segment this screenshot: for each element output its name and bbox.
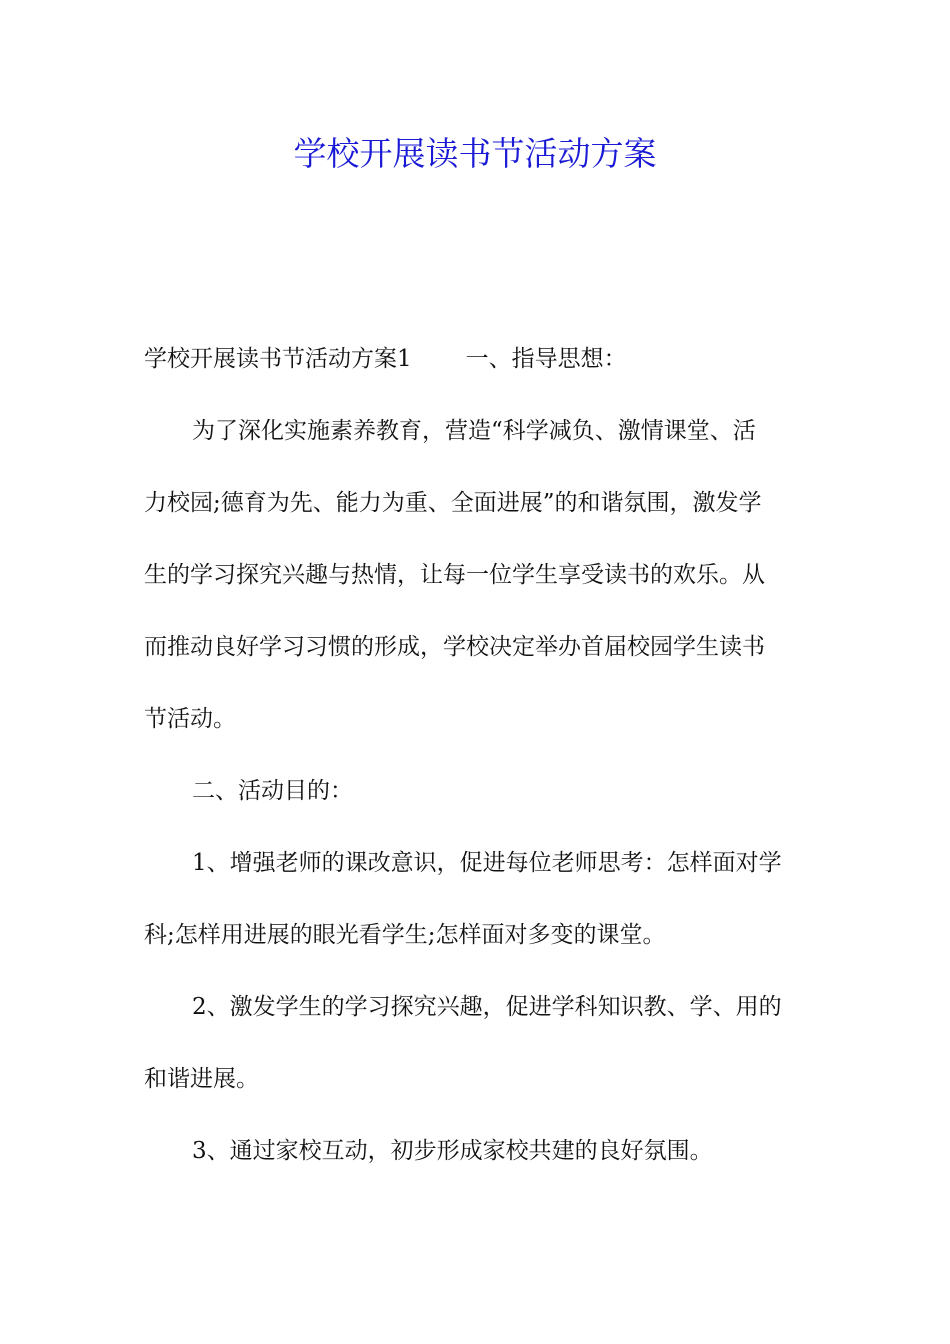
paragraph-line: 而推动良好学习习惯的形成，学校决定举办首届校园学生读书	[144, 634, 765, 660]
list-item-1: 1、增强老师的课改意识，促进每位老师思考：怎样面对学	[192, 850, 782, 876]
document-title: 学校开展读书节活动方案	[293, 134, 657, 173]
paragraph-line: 力校园;德育为先、能力为重、全面进展”的和谐氛围，激发学	[144, 490, 762, 516]
list-item-1-continued: 科;怎样用进展的眼光看学生;怎样面对多变的课堂。	[144, 922, 666, 948]
paragraph-line: 生的学习探究兴趣与热情，让每一位学生享受读书的欢乐。从	[144, 562, 765, 588]
section-two-heading: 二、活动目的：	[192, 778, 353, 804]
list-item-2-continued: 和谐进展。	[144, 1066, 259, 1092]
section-heading-line	[144, 323, 808, 395]
list-item-3: 3、通过家校互动，初步形成家校共建的良好氛围。	[192, 1138, 713, 1164]
paragraph-line: 为了深化实施素养教育，营造“科学减负、激情课堂、活	[192, 418, 756, 444]
document-body	[144, 323, 808, 1187]
section-one-heading: 一、指导思想：	[465, 346, 627, 372]
plan-heading: 学校开展读书节活动方案1	[144, 346, 412, 372]
list-item-2: 2、激发学生的学习探究兴趣，促进学科知识教、学、用的	[192, 994, 782, 1020]
paragraph-line: 节活动。	[144, 706, 236, 732]
